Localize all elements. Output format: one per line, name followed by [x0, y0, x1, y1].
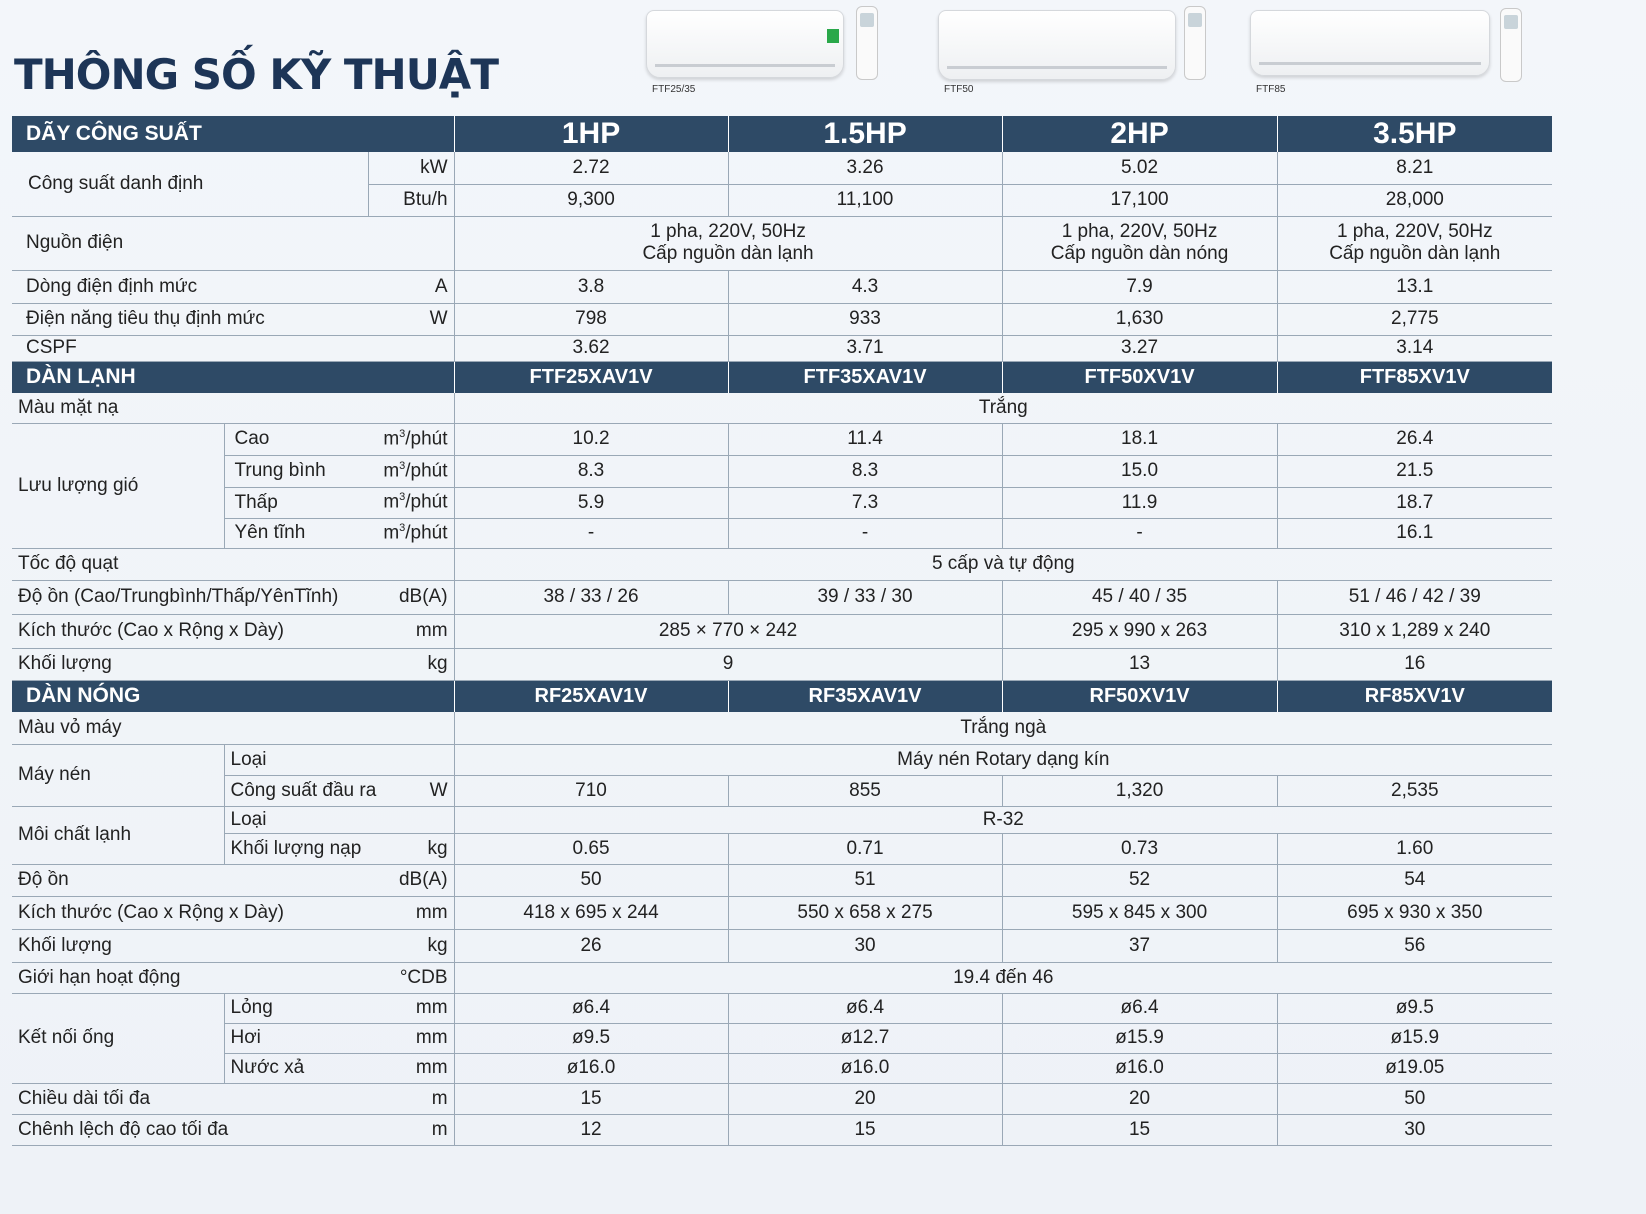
- unit-base: m: [383, 428, 400, 450]
- model-name: RF25XAV1V: [454, 680, 728, 712]
- cell-value: 10.2: [454, 423, 728, 455]
- cell-value: 11.9: [1002, 487, 1277, 518]
- cell-value: 30: [728, 929, 1002, 962]
- unit-tail: /phút: [405, 428, 448, 450]
- unit-label: m: [368, 1114, 454, 1145]
- product-label: FTF85: [1256, 84, 1286, 95]
- row-label: Tốc độ quạt: [12, 548, 454, 580]
- row-label: Kích thước (Cao x Rộng x Dày): [12, 896, 368, 929]
- row-label: Kích thước (Cao x Rộng x Dày): [12, 614, 368, 648]
- unit-label: m: [368, 1083, 454, 1114]
- row-label: Môi chất lạnh: [12, 806, 224, 864]
- table-row: [12, 423, 1552, 455]
- unit-sup: 3: [399, 459, 406, 472]
- sub-label: Loại: [224, 806, 454, 833]
- cell-value: 28,000: [1277, 184, 1552, 216]
- cell-value: 12: [454, 1114, 728, 1145]
- model-name: FTF50XV1V: [1002, 361, 1277, 393]
- cell-value: 51: [728, 864, 1002, 896]
- cell-value: 18.7: [1277, 487, 1552, 518]
- cell-value: ø16.0: [1002, 1053, 1277, 1083]
- table-row: [12, 833, 1552, 864]
- cell-value: 5.9: [454, 487, 728, 518]
- remote-screen: [1188, 13, 1202, 27]
- table-row: [12, 744, 1552, 775]
- table-row: [12, 487, 1552, 518]
- vent-grille: [947, 66, 1167, 69]
- cell-value: 13.1: [1277, 270, 1552, 303]
- cell-value: 310 x 1,289 x 240: [1277, 614, 1552, 648]
- cell-value: 39 / 33 / 30: [728, 580, 1002, 614]
- cell-value: 710: [454, 775, 728, 806]
- cell-value: 15: [728, 1114, 1002, 1145]
- table-row: [12, 1023, 1552, 1053]
- vent-grille: [1259, 62, 1481, 65]
- cell-value: 595 x 845 x 300: [1002, 896, 1277, 929]
- table-row: [12, 580, 1552, 614]
- unit-sup: 3: [399, 427, 406, 440]
- power-line: 1 pha, 220V, 50Hz: [1336, 221, 1493, 242]
- cell-value: 11.4: [728, 423, 1002, 455]
- unit-base: m: [383, 522, 400, 544]
- cell-value: 1,630: [1002, 303, 1277, 335]
- unit-label: mm: [368, 896, 454, 929]
- sub-label: Thấp: [224, 487, 368, 518]
- cell-value: 9: [454, 648, 1002, 680]
- cell-value: 17,100: [1002, 184, 1277, 216]
- cell-value: 52: [1002, 864, 1277, 896]
- unit-label: [368, 455, 454, 487]
- row-label: Nguồn điện: [12, 216, 454, 270]
- cell-value: R-32: [454, 806, 1552, 833]
- table-row: [12, 335, 1552, 361]
- cell-value: [1277, 216, 1552, 270]
- cell-value: 15.0: [1002, 455, 1277, 487]
- model-name: FTF85XV1V: [1277, 361, 1552, 393]
- table-row: [12, 864, 1552, 896]
- cell-value: 285 × 770 × 242: [454, 614, 1002, 648]
- cell-value: 37: [1002, 929, 1277, 962]
- table-row: [12, 548, 1552, 580]
- table-row: [12, 216, 1552, 270]
- cell-value: 26.4: [1277, 423, 1552, 455]
- row-label: Khối lượng: [12, 648, 368, 680]
- sub-label: Nước xả: [224, 1053, 368, 1083]
- table-row: [12, 152, 1552, 184]
- cell-value: 26: [454, 929, 728, 962]
- table-row: [12, 962, 1552, 993]
- table-row: [12, 1053, 1552, 1083]
- cell-value: -: [1002, 518, 1277, 548]
- cell-value: 5.02: [1002, 152, 1277, 184]
- spec-table: [12, 116, 1552, 1146]
- indoor-header-row: [12, 361, 1552, 393]
- table-row: [12, 1114, 1552, 1145]
- hp-label: 1HP: [454, 116, 728, 152]
- row-label: Công suất danh định: [12, 152, 368, 216]
- cell-value: 5 cấp và tự động: [454, 548, 1552, 580]
- cell-value: 933: [728, 303, 1002, 335]
- remote-screen: [1504, 15, 1518, 29]
- cell-value: 550 x 658 x 275: [728, 896, 1002, 929]
- unit-label: °CDB: [368, 962, 454, 993]
- unit-label: mm: [368, 993, 454, 1023]
- power-line: Cấp nguồn dàn lạnh: [1329, 243, 1501, 264]
- cell-value: 855: [728, 775, 1002, 806]
- unit-label: Btu/h: [368, 184, 454, 216]
- sub-label: Khối lượng nạp: [224, 833, 368, 864]
- unit-label: mm: [368, 614, 454, 648]
- unit-sup: 3: [399, 521, 406, 534]
- cell-value: 38 / 33 / 26: [454, 580, 728, 614]
- hp-label: 3.5HP: [1277, 116, 1552, 152]
- cell-value: 2.72: [454, 152, 728, 184]
- sub-label: Yên tĩnh: [224, 518, 368, 548]
- table-row: [12, 896, 1552, 929]
- unit-label: mm: [368, 1023, 454, 1053]
- product-label: FTF50: [944, 84, 974, 95]
- table-row: [12, 393, 1552, 423]
- unit-tail: /phút: [405, 460, 448, 482]
- cell-value: 16.1: [1277, 518, 1552, 548]
- cell-value: Máy nén Rotary dạng kín: [454, 744, 1552, 775]
- unit-base: m: [383, 491, 400, 513]
- unit-tail: /phút: [405, 522, 448, 544]
- cell-value: ø16.0: [728, 1053, 1002, 1083]
- product-label: FTF25/35: [652, 84, 696, 95]
- hp-label: 2HP: [1002, 116, 1277, 152]
- capacity-header: DÃY CÔNG SUẤT: [12, 116, 454, 152]
- power-line: Cấp nguồn dàn nóng: [1050, 243, 1229, 264]
- table-row: [12, 1083, 1552, 1114]
- remote-control-image: [856, 6, 878, 80]
- unit-label: mm: [368, 1053, 454, 1083]
- unit-label: A: [368, 270, 454, 303]
- cell-value: 3.71: [728, 335, 1002, 361]
- row-label: Khối lượng: [12, 929, 368, 962]
- sub-label: Loại: [224, 744, 454, 775]
- unit-label: kg: [368, 648, 454, 680]
- sub-label: Hơi: [224, 1023, 368, 1053]
- cell-value: 695 x 930 x 350: [1277, 896, 1552, 929]
- unit-label: W: [368, 303, 454, 335]
- table-row: [12, 303, 1552, 335]
- cell-value: ø6.4: [1002, 993, 1277, 1023]
- table-row: [12, 270, 1552, 303]
- cell-value: 54: [1277, 864, 1552, 896]
- unit-label: [368, 518, 454, 548]
- cell-value: 7.9: [1002, 270, 1277, 303]
- unit-sup: 3: [399, 491, 406, 504]
- table-row: [12, 518, 1552, 548]
- cell-value: ø15.9: [1277, 1023, 1552, 1053]
- cell-value: 418 x 695 x 244: [454, 896, 728, 929]
- table-row: [12, 929, 1552, 962]
- sub-label: Cao: [224, 423, 368, 455]
- row-label: Kết nối ống: [12, 993, 224, 1083]
- cell-value: ø9.5: [1277, 993, 1552, 1023]
- cell-value: 30: [1277, 1114, 1552, 1145]
- cell-value: ø6.4: [728, 993, 1002, 1023]
- cell-value: 8.21: [1277, 152, 1552, 184]
- cell-value: 21.5: [1277, 455, 1552, 487]
- cell-value: 45 / 40 / 35: [1002, 580, 1277, 614]
- model-name: RF50XV1V: [1002, 680, 1277, 712]
- row-label: Máy nén: [12, 744, 224, 806]
- remote-screen: [860, 13, 874, 27]
- cell-value: 8.3: [454, 455, 728, 487]
- cell-value: 0.73: [1002, 833, 1277, 864]
- cell-value: 11,100: [728, 184, 1002, 216]
- indoor-unit-image-ftf50: [938, 10, 1176, 80]
- table-row: [12, 993, 1552, 1023]
- cell-value: 50: [1277, 1083, 1552, 1114]
- cell-value: 50: [454, 864, 728, 896]
- cell-value: 3.62: [454, 335, 728, 361]
- unit-label: W: [368, 775, 454, 806]
- cell-value: 51 / 46 / 42 / 39: [1277, 580, 1552, 614]
- row-label: Màu vỏ máy: [12, 712, 454, 744]
- cell-value: 1,320: [1002, 775, 1277, 806]
- row-label: Giới hạn hoạt động: [12, 962, 368, 993]
- row-label: Độ ồn (Cao/Trungbình/Thấp/YênTĩnh): [12, 580, 368, 614]
- cell-value: 18.1: [1002, 423, 1277, 455]
- cell-value: 3.27: [1002, 335, 1277, 361]
- cell-value: 2,535: [1277, 775, 1552, 806]
- cell-value: 9,300: [454, 184, 728, 216]
- table-row: [12, 614, 1552, 648]
- indoor-unit-image-ftf85: [1250, 10, 1490, 76]
- indoor-unit-image-ftf25-35: [646, 10, 844, 78]
- indoor-header: DÀN LẠNH: [12, 361, 454, 393]
- sub-label: Công suất đầu ra: [224, 775, 368, 806]
- remote-control-image: [1184, 6, 1206, 80]
- cell-value: ø19.05: [1277, 1053, 1552, 1083]
- sub-label: Trung bình: [224, 455, 368, 487]
- power-line: Cấp nguồn dàn lạnh: [642, 243, 814, 264]
- cell-value: 4.3: [728, 270, 1002, 303]
- page-title: THÔNG SỐ KỸ THUẬT: [14, 50, 498, 99]
- hp-label: 1.5HP: [728, 116, 1002, 152]
- row-label: Chiều dài tối đa: [12, 1083, 368, 1114]
- row-label: Độ ồn: [12, 864, 368, 896]
- cell-value: 2,775: [1277, 303, 1552, 335]
- model-name: FTF35XAV1V: [728, 361, 1002, 393]
- model-name: RF85XV1V: [1277, 680, 1552, 712]
- unit-label: kg: [368, 833, 454, 864]
- cell-value: 8.3: [728, 455, 1002, 487]
- cell-value: 15: [1002, 1114, 1277, 1145]
- cell-value: ø16.0: [454, 1053, 728, 1083]
- outdoor-header: DÀN NÓNG: [12, 680, 454, 712]
- unit-base: m: [383, 460, 400, 482]
- cell-value: 3.8: [454, 270, 728, 303]
- row-label: Dòng điện định mức: [12, 270, 368, 303]
- cell-value: 0.71: [728, 833, 1002, 864]
- unit-label: dB(A): [368, 864, 454, 896]
- cell-value: ø15.9: [1002, 1023, 1277, 1053]
- row-label: Điện năng tiêu thụ định mức: [12, 303, 368, 335]
- cell-value: ø6.4: [454, 993, 728, 1023]
- table-row: [12, 806, 1552, 833]
- cell-value: Trắng: [454, 393, 1552, 423]
- model-name: RF35XAV1V: [728, 680, 1002, 712]
- unit-label: dB(A): [368, 580, 454, 614]
- table-row: [12, 648, 1552, 680]
- cell-value: 1.60: [1277, 833, 1552, 864]
- cell-value: [454, 216, 1002, 270]
- remote-control-image: [1500, 8, 1522, 82]
- table-row: [12, 455, 1552, 487]
- row-label: Chênh lệch độ cao tối đa: [12, 1114, 368, 1145]
- cell-value: 7.3: [728, 487, 1002, 518]
- cell-value: 13: [1002, 648, 1277, 680]
- row-label: Lưu lượng gió: [12, 423, 224, 548]
- cell-value: -: [454, 518, 728, 548]
- cell-value: 295 x 990 x 263: [1002, 614, 1277, 648]
- cell-value: 3.14: [1277, 335, 1552, 361]
- sub-label: Lỏng: [224, 993, 368, 1023]
- row-label: Màu mặt nạ: [12, 393, 454, 423]
- cell-value: ø9.5: [454, 1023, 728, 1053]
- cell-value: Trắng ngà: [454, 712, 1552, 744]
- row-label: CSPF: [12, 335, 454, 361]
- cell-value: 798: [454, 303, 728, 335]
- vent-grille: [655, 64, 835, 67]
- cell-value: ø12.7: [728, 1023, 1002, 1053]
- cell-value: 16: [1277, 648, 1552, 680]
- unit-tail: /phút: [405, 491, 448, 513]
- table-row: [12, 775, 1552, 806]
- power-line: 1 pha, 220V, 50Hz: [1061, 221, 1218, 242]
- unit-label: kW: [368, 152, 454, 184]
- cell-value: 56: [1277, 929, 1552, 962]
- energy-label-icon: [827, 29, 839, 43]
- cell-value: [1002, 216, 1277, 270]
- outdoor-header-row: [12, 680, 1552, 712]
- table-row: [12, 712, 1552, 744]
- unit-label: [368, 487, 454, 518]
- cell-value: -: [728, 518, 1002, 548]
- capacity-header-row: [12, 116, 1552, 152]
- unit-label: [368, 423, 454, 455]
- cell-value: 20: [1002, 1083, 1277, 1114]
- model-name: FTF25XAV1V: [454, 361, 728, 393]
- cell-value: 15: [454, 1083, 728, 1114]
- cell-value: 19.4 đến 46: [454, 962, 1552, 993]
- cell-value: 3.26: [728, 152, 1002, 184]
- unit-label: kg: [368, 929, 454, 962]
- cell-value: 20: [728, 1083, 1002, 1114]
- cell-value: 0.65: [454, 833, 728, 864]
- power-line: 1 pha, 220V, 50Hz: [650, 221, 806, 242]
